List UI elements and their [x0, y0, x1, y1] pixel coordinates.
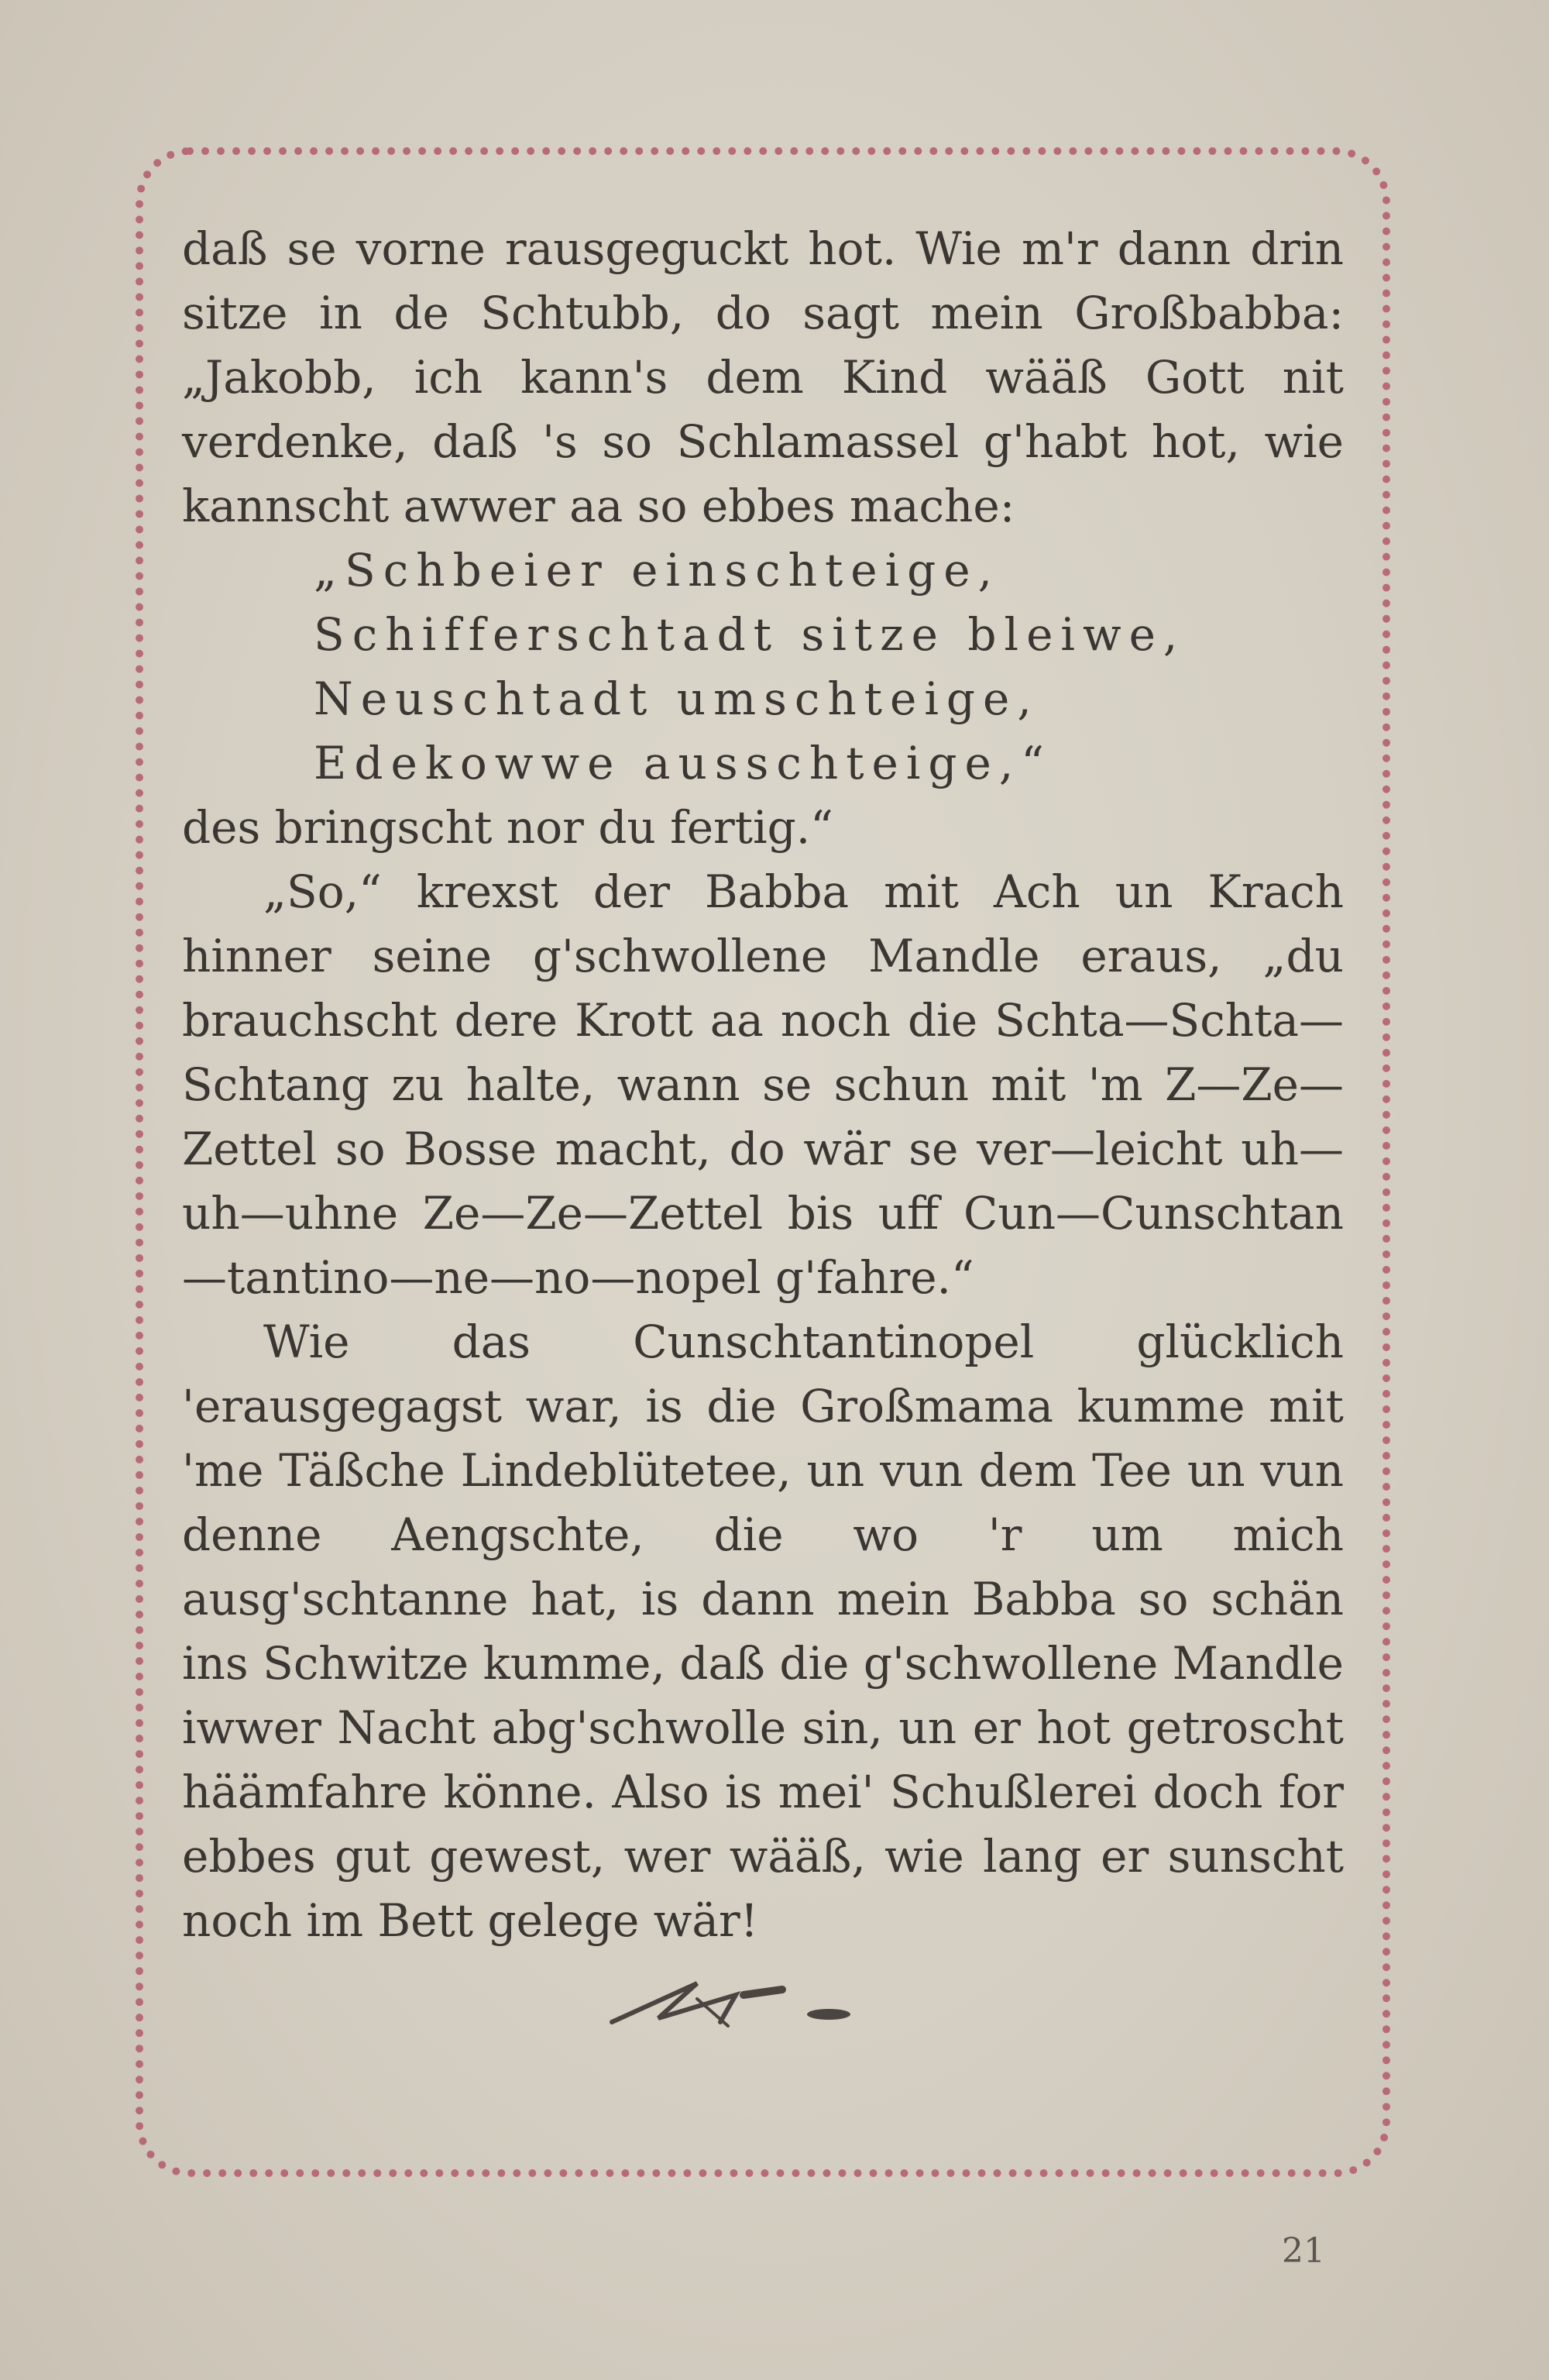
paragraph-2: „So,“ krexst der Babba mit Ach un Krach hinner seine g'schwollene Mandle eraus, „du brauchscht dere Krott aa noch die Schta—Schta—Schtang zu halte, wann se schun mit 'm Z—Ze—Zettel so Bosse macht, do wär se ver—leicht uh—uh—uhne Ze—Ze—Zettel bis uff Cun—Cunschtan—tantino—ne—no—nopel g'fahre.“ — [182, 865, 1344, 1304]
verse-block — [182, 538, 1344, 796]
end-ornament-icon — [604, 1968, 883, 2038]
verse-line-3: Neuschtadt umschteige, — [314, 672, 1039, 725]
paragraph-verse-end: des bringscht nor du fertig.“ — [182, 801, 833, 854]
paragraph-1: daß se vorne rausgeguckt hot. Wie m'r dann drin sitze in de Schtubb, do sagt mein Großbabba: „Jakobb, ich kann's dem Kind wääß Gott nit verdenke, daß 's so Schlamassel g'habt hot, wie kannscht awwer aa so ebbes mache: — [182, 222, 1344, 532]
page-number: 21 — [1282, 2231, 1325, 2271]
verse-line-4: Edekowwe ausschteige,“ — [314, 737, 1052, 789]
page-text — [182, 217, 1344, 1953]
verse-line-2: Schifferschtadt sitze bleiwe, — [314, 608, 1186, 661]
verse-line-1: „Schbeier einschteige, — [314, 544, 1001, 597]
paragraph-3: Wie das Cunschtantinopel glücklich 'erausgegagst war, is die Großmama kumme mit 'me Täßche Lindeblütetee, un vun dem Tee un vun denne Aengschte, die wo 'r um mich ausg'schtanne hat, is dann mein Babba so schän ins Schwitze kumme, daß die g'schwollene Mandle iwwer Nacht abg'schwolle sin, un er hot getroscht häämfahre könne. Also is mei' Schußlerei doch for ebbes gut gewest, wer wääß, wie lang er sunscht noch im Bett gelege wär! — [182, 1316, 1344, 1947]
